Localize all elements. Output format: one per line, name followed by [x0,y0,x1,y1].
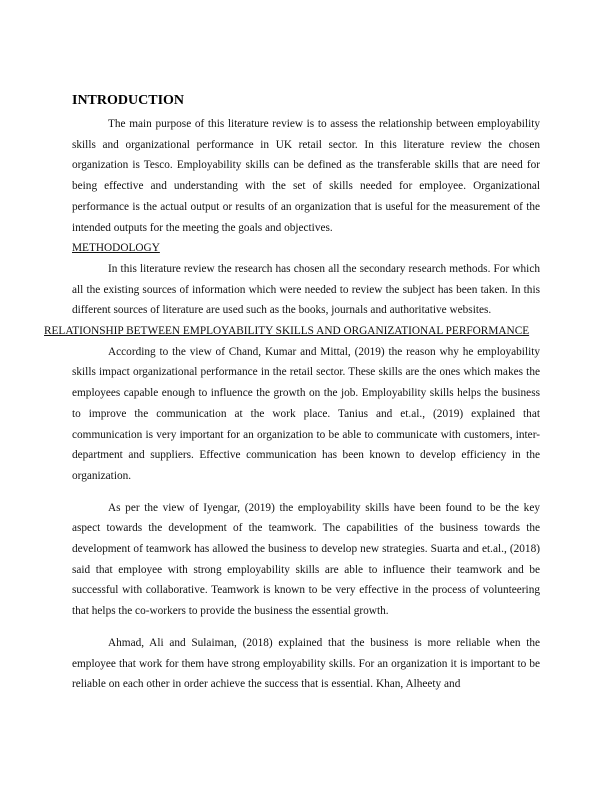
methodology-heading: METHODOLOGY [72,242,160,255]
relationship-paragraph-3: Ahmad, Ali and Sulaiman, (2018) explained that the business is more reliable when the employee that work for them have strong employability skills. For an organization it is important to be reliable on each other in order achieve the success that is essential. Khan, Alheety and [72,636,540,691]
page-title: INTRODUCTION [72,93,185,108]
introduction-paragraph: The main purpose of this literature review is to assess the relationship between employability skills and organizational performance in UK retail sector. In this literature review the chosen organization is Tesco. Employability skills can be defined as the transferable skills that are need for being effective and understanding with the set of skills needed for employee. Organizational performance is the actual output or results of an organization that is useful for the measurement of the intended outputs for the meeting the goals and objectives. [72,118,540,234]
document-body [44,91,540,695]
relationship-paragraph-1: According to the view of Chand, Kumar and Mittal, (2019) the reason why he employability skills impact organizational performance in the retail sector. These skills are the ones which makes the employees capable enough to influence the growth on the job. Employability skills helps the business to improve the communication at the work place. Tanius and et.al., (2019) explained that communication is very important for an organization to be able to communicate with customers, inter-department and suppliers. Effective communication has been known to develop efficiency in the organization. [72,345,540,482]
relationship-heading: RELATIONSHIP BETWEEN EMPLOYABILITY SKILLS AND ORGANIZATIONAL PERFORMANCE [44,325,530,338]
methodology-paragraph: In this literature review the research has chosen all the secondary research methods. For which all the existing sources of information which were needed to review the subject has been taken. In this different sources of literature are used such as the books, journals and authoritative websites. [72,262,540,317]
relationship-paragraph-2: As per the view of Iyengar, (2019) the employability skills have been found to be the key aspect towards the development of the teamwork. The capabilities of the business towards the development of teamwork has allowed the business to develop new strategies. Suarta and et.al., (2018) said that employee with strong employability skills are able to influence their teamwork and be successful with collaborative. Teamwork is known to be very effective in the process of volunteering that helps the co-workers to provide the business the essential growth. [72,501,540,618]
